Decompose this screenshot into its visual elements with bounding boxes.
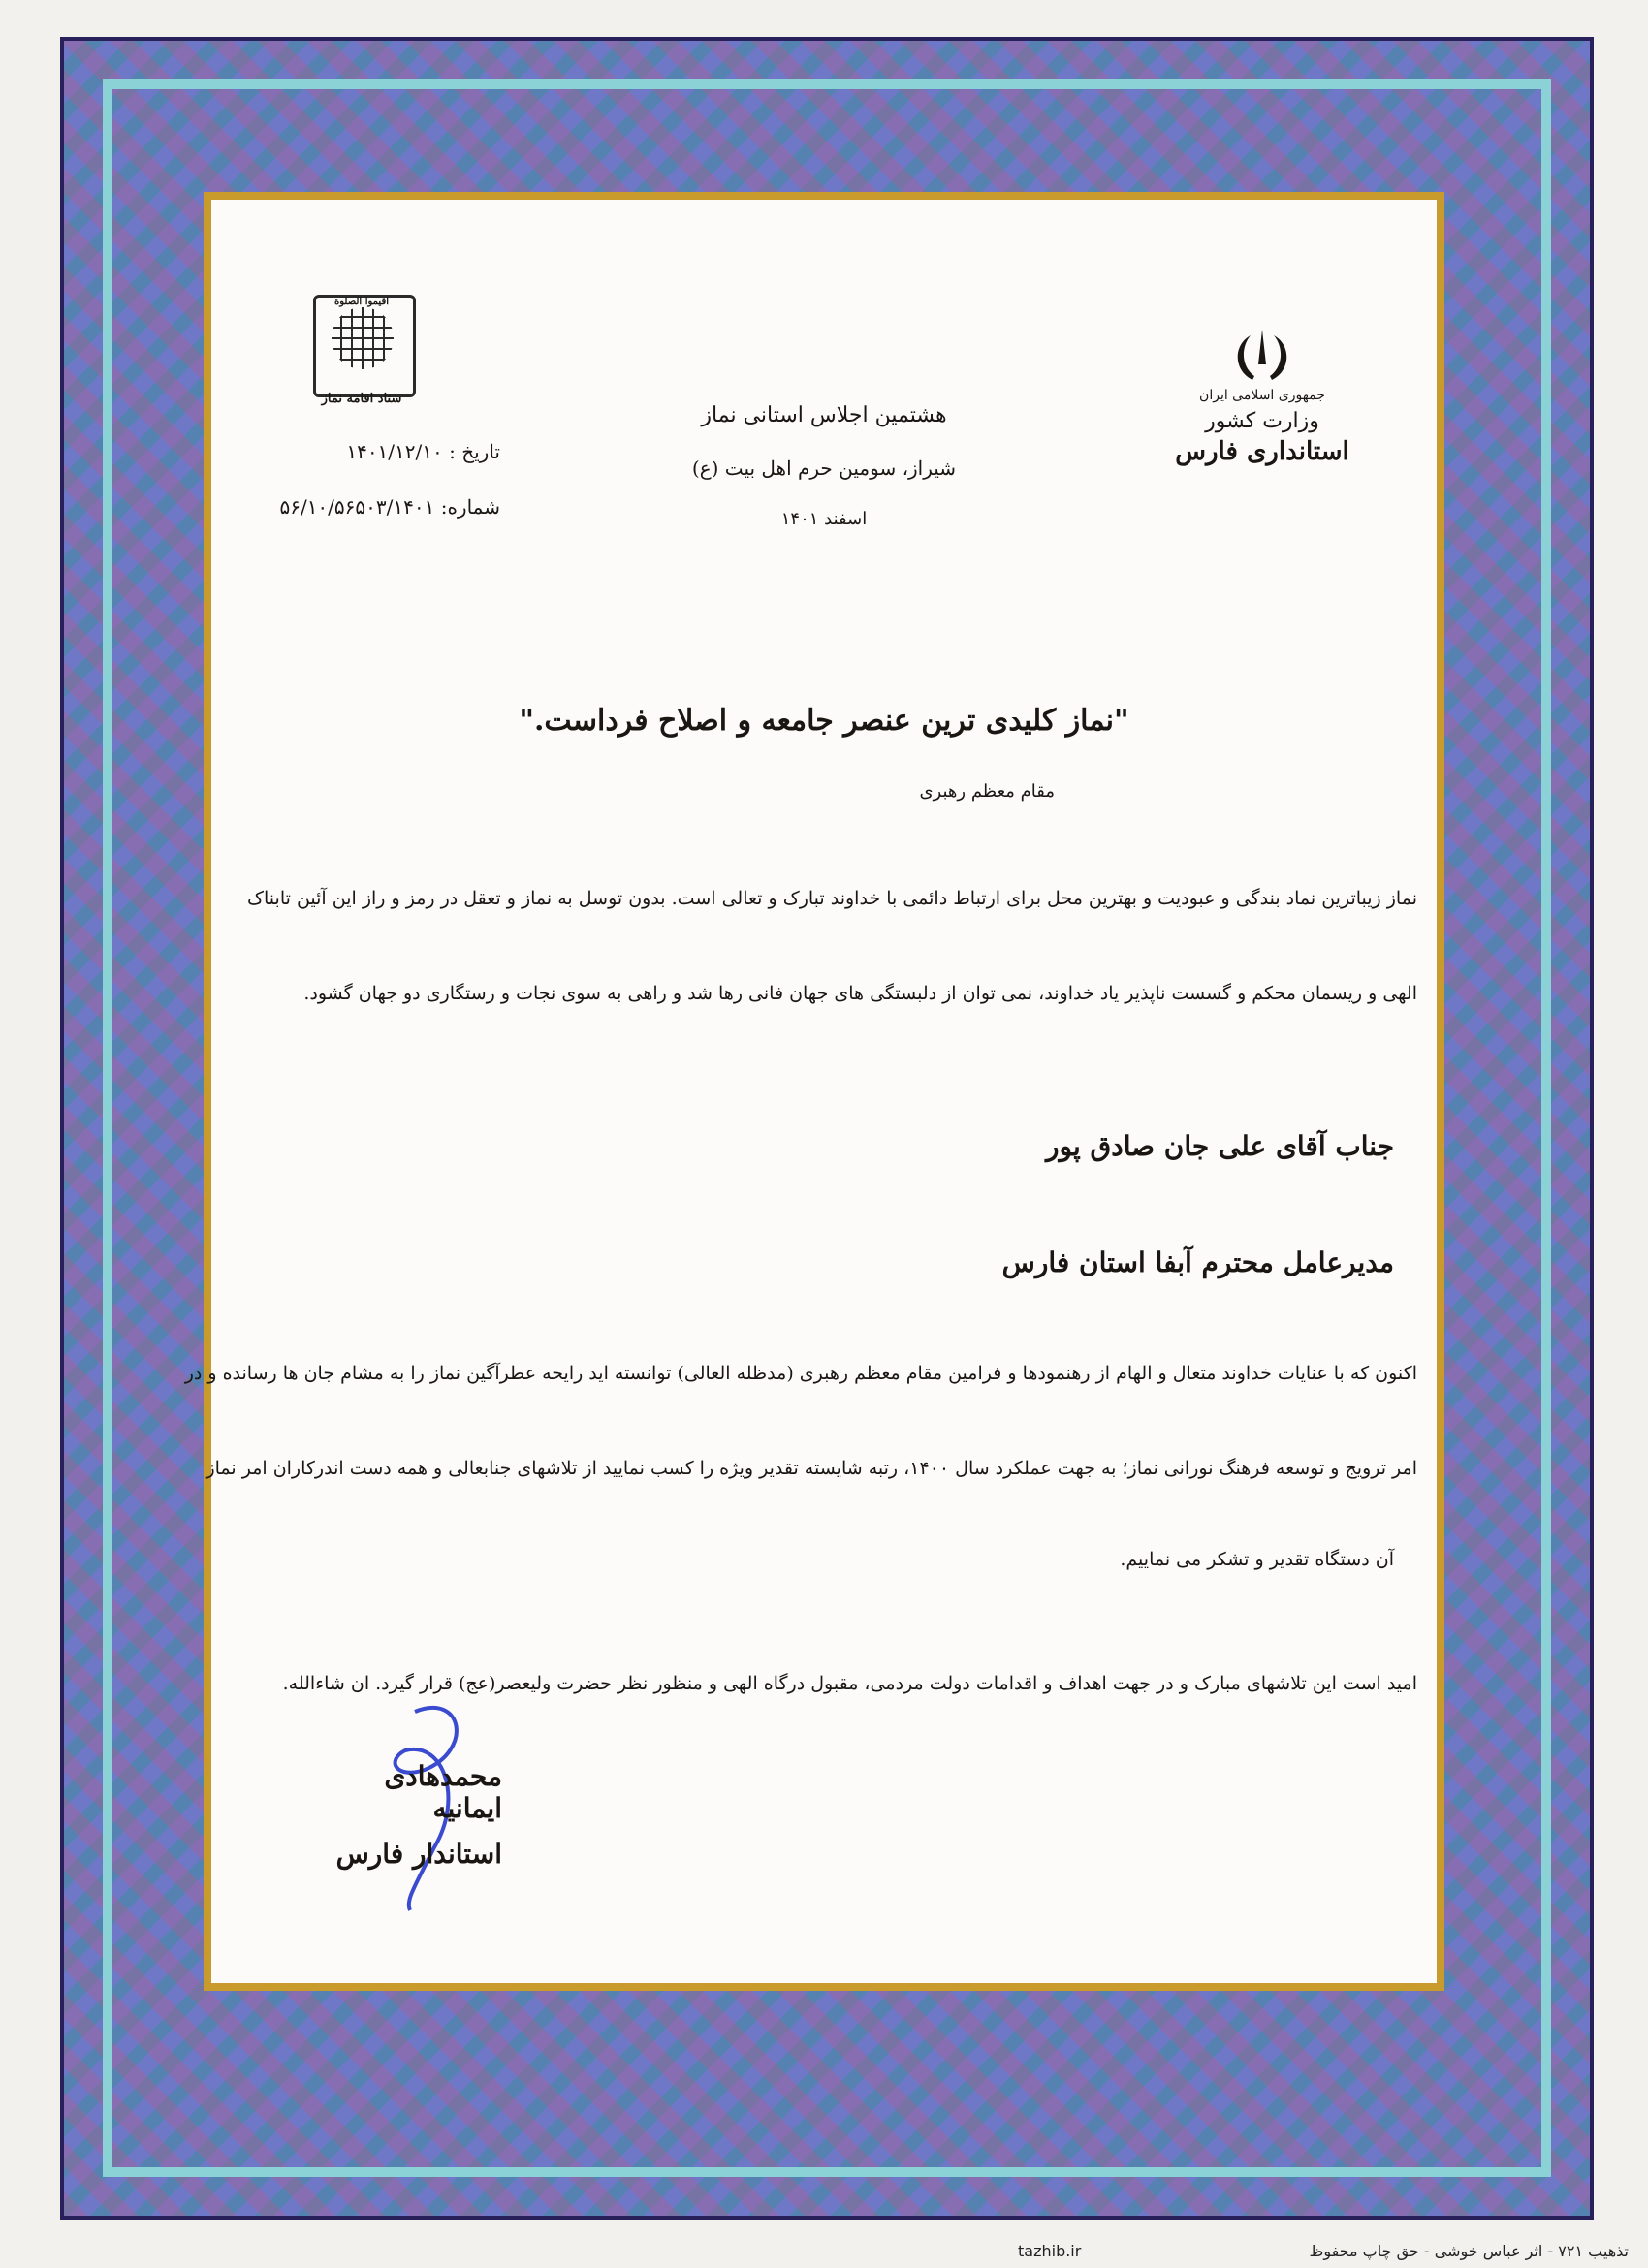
paragraph-1-line-2: الهی و ریسمان محکم و گسست ناپذیر یاد خداوند، نمی توان از دلبستگی های جهان فانی رها شد و راهی به سوی نجات و رستگاری دو جهان گشود. <box>303 983 1417 1004</box>
seal-top-text: اقیموا الصلوة <box>334 297 389 307</box>
seal-bottom-text: ستاد اقامه نماز <box>321 392 402 406</box>
paragraph-1-line-1: نماز زیباترین نماد بندگی و عبودیت و بهترین محل برای ارتباط دائمی با خداوند تبارک و تعالی است. بدون توسل به نماز و تعقل در رمز و راز این آئین تابناک <box>247 888 1417 909</box>
number-label: شماره: ۵۶/۱۰/۵۶۵۰۳/۱۴۰۱ <box>279 495 500 519</box>
event-location: شیراز، سومین حرم اهل بیت (ع) <box>691 457 957 480</box>
paragraph-3: امید است این تلاشهای مبارک و در جهت اهداف و اقدامات دولت مردمی، مقبول درگاه الهی و منظور نظر حضرت ولیعصر(عج) قرار گیرد. ان شاءالله. <box>282 1673 1417 1694</box>
signatory-title: استاندار فارس <box>335 1838 502 1870</box>
event-header <box>582 403 1066 529</box>
footer-site: tazhib.ir <box>1018 2242 1082 2260</box>
ministry-name: وزارت کشور <box>1205 409 1319 433</box>
governorate-name: استانداری فارس <box>1175 437 1349 466</box>
paragraph-2-line-1: اکنون که با عنایات خداوند متعال و الهام از رهنمودها و فرامین مقام معظم رهبری (مدظله العالی) توانسته اید رایحه عطرآگین نماز را به مشام جان ها رسانده و در <box>184 1363 1417 1384</box>
paragraph-2-line-2: امر ترویج و توسعه فرهنگ نورانی نماز؛ به جهت عملکرد سال ۱۴۰۰، رتبه شایسته تقدیر ویژه را کسب نمایید از تلاشهای جنابعالی و همه دست اندرکاران امر نماز <box>206 1458 1417 1479</box>
event-date: اسفند ۱۴۰۱ <box>780 509 868 529</box>
certificate-sheet <box>184 200 1437 1983</box>
prayer-headquarters-seal <box>313 295 416 397</box>
ministry-header <box>1156 326 1369 466</box>
date-label: تاریخ : ۱۴۰۱/۱۲/۱۰ <box>346 440 500 463</box>
quote: "نماز کلیدی ترین عنصر جامعه و اصلاح فرداست." <box>519 704 1129 738</box>
recipient-title: مدیرعامل محترم آبفا استان فارس <box>1001 1246 1394 1278</box>
recipient-name: جناب آقای علی جان صادق پور <box>1046 1130 1394 1162</box>
signatory-name: محمدهادی ایمانیه <box>384 1760 502 1824</box>
gov-name: جمهوری اسلامی ایران <box>1199 388 1325 403</box>
paragraph-2-line-3: آن دستگاه تقدیر و تشکر می نماییم. <box>1120 1549 1394 1570</box>
event-title: هشتمین اجلاس استانی نماز <box>701 403 947 427</box>
iran-emblem-icon <box>1223 326 1301 388</box>
footer-credit: تذهیب ۷۲۱ - اثر عباس خوشی - حق چاپ محفوظ <box>1309 2242 1629 2260</box>
quote-source: مقام معظم رهبری <box>919 781 1055 802</box>
